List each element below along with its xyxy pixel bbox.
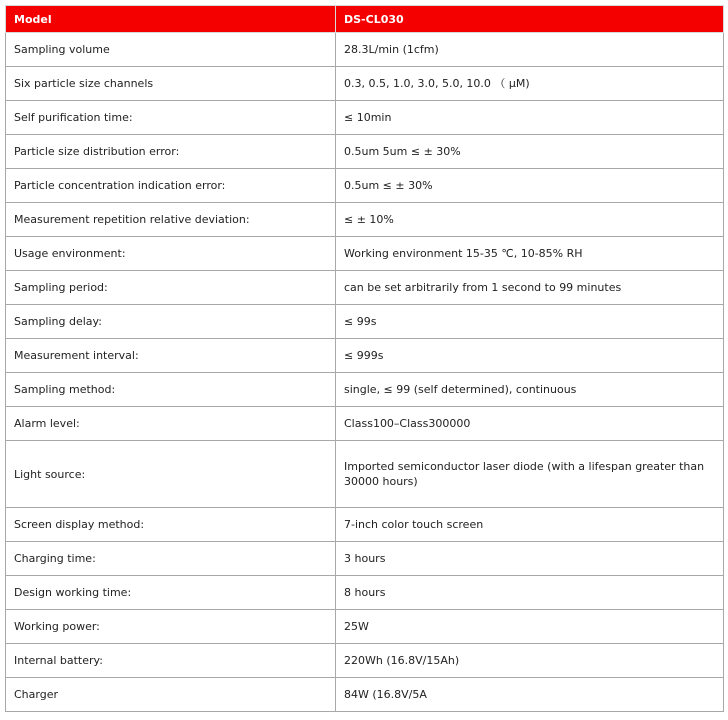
row-value: Working environment 15-35 ℃, 10-85% RH xyxy=(336,237,724,271)
row-value: 8 hours xyxy=(336,576,724,610)
row-value: 0.5um ≤ ± 30% xyxy=(336,169,724,203)
table-row xyxy=(6,508,724,542)
row-value: 25W xyxy=(336,610,724,644)
table-header-row xyxy=(6,6,724,33)
row-label: Internal battery: xyxy=(6,644,336,678)
table-row xyxy=(6,203,724,237)
table-row xyxy=(6,678,724,712)
spec-table xyxy=(5,5,724,712)
row-label: Sampling period: xyxy=(6,271,336,305)
row-label: Screen display method: xyxy=(6,508,336,542)
row-label: Measurement repetition relative deviation: xyxy=(6,203,336,237)
row-value: Class100–Class300000 xyxy=(336,407,724,441)
row-label: Charger xyxy=(6,678,336,712)
row-value: can be set arbitrarily from 1 second to 99 minutes xyxy=(336,271,724,305)
row-label: Sampling volume xyxy=(6,33,336,67)
table-row xyxy=(6,67,724,101)
table-row xyxy=(6,339,724,373)
table-row xyxy=(6,644,724,678)
row-label: Particle concentration indication error: xyxy=(6,169,336,203)
table-row xyxy=(6,441,724,508)
row-value: ≤ 99s xyxy=(336,305,724,339)
row-label: Sampling delay: xyxy=(6,305,336,339)
row-label: Six particle size channels xyxy=(6,67,336,101)
row-value: single, ≤ 99 (self determined), continuous xyxy=(336,373,724,407)
table-row xyxy=(6,542,724,576)
row-value: 3 hours xyxy=(336,542,724,576)
table-row xyxy=(6,169,724,203)
row-label: Working power: xyxy=(6,610,336,644)
header-value: DS-CL030 xyxy=(336,6,724,33)
table-row xyxy=(6,237,724,271)
row-label: Measurement interval: xyxy=(6,339,336,373)
row-label: Design working time: xyxy=(6,576,336,610)
table-row xyxy=(6,610,724,644)
row-value: ≤ 999s xyxy=(336,339,724,373)
row-value: 220Wh (16.8V/15Ah) xyxy=(336,644,724,678)
table-row xyxy=(6,33,724,67)
row-value: Imported semiconductor laser diode (with a lifespan greater than 30000 hours) xyxy=(336,441,724,508)
row-value: 0.5um 5um ≤ ± 30% xyxy=(336,135,724,169)
row-value: ≤ ± 10% xyxy=(336,203,724,237)
table-row xyxy=(6,305,724,339)
row-label: Self purification time: xyxy=(6,101,336,135)
row-label: Charging time: xyxy=(6,542,336,576)
header-label: Model xyxy=(6,6,336,33)
row-label: Sampling method: xyxy=(6,373,336,407)
table-row xyxy=(6,373,724,407)
table-row xyxy=(6,101,724,135)
table-row xyxy=(6,135,724,169)
row-value: ≤ 10min xyxy=(336,101,724,135)
row-label: Usage environment: xyxy=(6,237,336,271)
table-row xyxy=(6,271,724,305)
table-row xyxy=(6,576,724,610)
table-row xyxy=(6,407,724,441)
row-value: 28.3L/min (1cfm) xyxy=(336,33,724,67)
row-label: Light source: xyxy=(6,441,336,508)
row-value: 7-inch color touch screen xyxy=(336,508,724,542)
row-label: Particle size distribution error: xyxy=(6,135,336,169)
row-label: Alarm level: xyxy=(6,407,336,441)
row-value: 84W (16.8V/5A xyxy=(336,678,724,712)
row-value: 0.3, 0.5, 1.0, 3.0, 5.0, 10.0 （ μM) xyxy=(336,67,724,101)
